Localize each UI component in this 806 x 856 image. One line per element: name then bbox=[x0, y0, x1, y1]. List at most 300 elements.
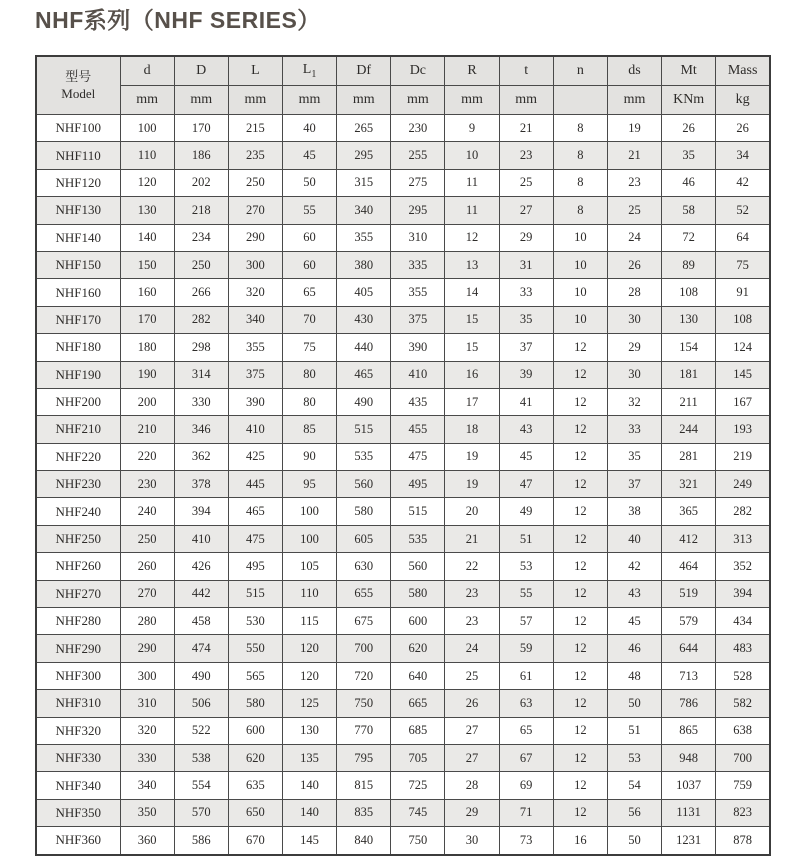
value-cell: 65 bbox=[282, 279, 336, 306]
value-cell: 65 bbox=[499, 717, 553, 744]
value-cell: 878 bbox=[716, 827, 770, 855]
value-cell: 30 bbox=[607, 306, 661, 333]
value-cell: 840 bbox=[337, 827, 391, 855]
value-cell: 45 bbox=[499, 443, 553, 470]
value-cell: 745 bbox=[391, 799, 445, 826]
model-cell: NHF320 bbox=[36, 717, 120, 744]
value-cell: 515 bbox=[337, 416, 391, 443]
model-cell: NHF280 bbox=[36, 608, 120, 635]
value-cell: 23 bbox=[445, 608, 499, 635]
value-cell: 310 bbox=[391, 224, 445, 251]
value-cell: 210 bbox=[120, 416, 174, 443]
table-row bbox=[36, 608, 770, 635]
table-row bbox=[36, 306, 770, 333]
table-row bbox=[36, 115, 770, 142]
col-header-dc: Dc bbox=[391, 56, 445, 86]
value-cell: 12 bbox=[553, 471, 607, 498]
value-cell: 67 bbox=[499, 744, 553, 771]
model-cell: NHF210 bbox=[36, 416, 120, 443]
value-cell: 23 bbox=[607, 169, 661, 196]
table-row bbox=[36, 416, 770, 443]
value-cell: 42 bbox=[607, 553, 661, 580]
table-row bbox=[36, 388, 770, 415]
model-cell: NHF300 bbox=[36, 662, 120, 689]
value-cell: 495 bbox=[228, 553, 282, 580]
value-cell: 17 bbox=[445, 388, 499, 415]
value-cell: 655 bbox=[337, 580, 391, 607]
value-cell: 135 bbox=[282, 744, 336, 771]
value-cell: 405 bbox=[337, 279, 391, 306]
value-cell: 16 bbox=[445, 361, 499, 388]
value-cell: 50 bbox=[282, 169, 336, 196]
value-cell: 475 bbox=[391, 443, 445, 470]
value-cell: 865 bbox=[662, 717, 716, 744]
col-unit-r: mm bbox=[445, 86, 499, 115]
value-cell: 352 bbox=[716, 553, 770, 580]
col-unit-ds: mm bbox=[607, 86, 661, 115]
value-cell: 110 bbox=[282, 580, 336, 607]
value-cell: 1131 bbox=[662, 799, 716, 826]
value-cell: 321 bbox=[662, 471, 716, 498]
value-cell: 71 bbox=[499, 799, 553, 826]
value-cell: 8 bbox=[553, 197, 607, 224]
col-header-mt: Mt bbox=[662, 56, 716, 86]
value-cell: 89 bbox=[662, 251, 716, 278]
value-cell: 26 bbox=[662, 115, 716, 142]
value-cell: 12 bbox=[553, 608, 607, 635]
value-cell: 230 bbox=[391, 115, 445, 142]
value-cell: 27 bbox=[445, 717, 499, 744]
value-cell: 670 bbox=[228, 827, 282, 855]
value-cell: 700 bbox=[716, 744, 770, 771]
value-cell: 80 bbox=[282, 361, 336, 388]
value-cell: 12 bbox=[553, 662, 607, 689]
table-row bbox=[36, 142, 770, 169]
value-cell: 16 bbox=[553, 827, 607, 855]
value-cell: 34 bbox=[716, 142, 770, 169]
col-unit-t: mm bbox=[499, 86, 553, 115]
value-cell: 100 bbox=[120, 115, 174, 142]
value-cell: 310 bbox=[120, 690, 174, 717]
table-row bbox=[36, 361, 770, 388]
value-cell: 750 bbox=[391, 827, 445, 855]
value-cell: 180 bbox=[120, 334, 174, 361]
value-cell: 355 bbox=[391, 279, 445, 306]
value-cell: 26 bbox=[607, 251, 661, 278]
value-cell: 465 bbox=[337, 361, 391, 388]
value-cell: 12 bbox=[553, 498, 607, 525]
value-cell: 240 bbox=[120, 498, 174, 525]
value-cell: 412 bbox=[662, 525, 716, 552]
value-cell: 315 bbox=[337, 169, 391, 196]
value-cell: 515 bbox=[391, 498, 445, 525]
value-cell: 18 bbox=[445, 416, 499, 443]
model-cell: NHF330 bbox=[36, 744, 120, 771]
value-cell: 202 bbox=[174, 169, 228, 196]
col-unit-mt: KNm bbox=[662, 86, 716, 115]
value-cell: 33 bbox=[607, 416, 661, 443]
value-cell: 51 bbox=[499, 525, 553, 552]
table-row bbox=[36, 635, 770, 662]
value-cell: 21 bbox=[607, 142, 661, 169]
value-cell: 26 bbox=[716, 115, 770, 142]
value-cell: 410 bbox=[174, 525, 228, 552]
value-cell: 40 bbox=[607, 525, 661, 552]
value-cell: 200 bbox=[120, 388, 174, 415]
table-row bbox=[36, 279, 770, 306]
value-cell: 19 bbox=[607, 115, 661, 142]
value-cell: 28 bbox=[445, 772, 499, 799]
value-cell: 320 bbox=[228, 279, 282, 306]
value-cell: 170 bbox=[174, 115, 228, 142]
value-cell: 85 bbox=[282, 416, 336, 443]
value-cell: 100 bbox=[282, 498, 336, 525]
value-cell: 49 bbox=[499, 498, 553, 525]
model-cell: NHF180 bbox=[36, 334, 120, 361]
value-cell: 490 bbox=[174, 662, 228, 689]
col-header-mass: Mass bbox=[716, 56, 770, 86]
value-cell: 46 bbox=[662, 169, 716, 196]
value-cell: 249 bbox=[716, 471, 770, 498]
value-cell: 43 bbox=[607, 580, 661, 607]
value-cell: 13 bbox=[445, 251, 499, 278]
col-header-n: n bbox=[553, 56, 607, 86]
value-cell: 282 bbox=[174, 306, 228, 333]
value-cell: 355 bbox=[337, 224, 391, 251]
table-row bbox=[36, 662, 770, 689]
value-cell: 650 bbox=[228, 799, 282, 826]
value-cell: 582 bbox=[716, 690, 770, 717]
value-cell: 37 bbox=[499, 334, 553, 361]
value-cell: 22 bbox=[445, 553, 499, 580]
value-cell: 140 bbox=[120, 224, 174, 251]
table-row bbox=[36, 553, 770, 580]
value-cell: 52 bbox=[716, 197, 770, 224]
table-row bbox=[36, 498, 770, 525]
value-cell: 665 bbox=[391, 690, 445, 717]
value-cell: 435 bbox=[391, 388, 445, 415]
value-cell: 12 bbox=[553, 388, 607, 415]
model-cell: NHF250 bbox=[36, 525, 120, 552]
value-cell: 12 bbox=[553, 443, 607, 470]
value-cell: 535 bbox=[337, 443, 391, 470]
model-cell: NHF260 bbox=[36, 553, 120, 580]
value-cell: 35 bbox=[662, 142, 716, 169]
value-cell: 160 bbox=[120, 279, 174, 306]
value-cell: 45 bbox=[607, 608, 661, 635]
value-cell: 250 bbox=[228, 169, 282, 196]
value-cell: 580 bbox=[337, 498, 391, 525]
page-title: NHF系列（NHF SERIES） bbox=[35, 7, 321, 33]
value-cell: 375 bbox=[391, 306, 445, 333]
value-cell: 290 bbox=[120, 635, 174, 662]
model-cell: NHF160 bbox=[36, 279, 120, 306]
value-cell: 50 bbox=[607, 827, 661, 855]
value-cell: 41 bbox=[499, 388, 553, 415]
value-cell: 58 bbox=[662, 197, 716, 224]
value-cell: 570 bbox=[174, 799, 228, 826]
table-row bbox=[36, 690, 770, 717]
value-cell: 27 bbox=[445, 744, 499, 771]
value-cell: 426 bbox=[174, 553, 228, 580]
value-cell: 725 bbox=[391, 772, 445, 799]
value-cell: 35 bbox=[607, 443, 661, 470]
value-cell: 60 bbox=[282, 251, 336, 278]
value-cell: 823 bbox=[716, 799, 770, 826]
col-unit-l1: mm bbox=[282, 86, 336, 115]
value-cell: 313 bbox=[716, 525, 770, 552]
col-header-model bbox=[36, 56, 120, 115]
model-cell: NHF270 bbox=[36, 580, 120, 607]
value-cell: 40 bbox=[282, 115, 336, 142]
value-cell: 340 bbox=[337, 197, 391, 224]
col-header-t: t bbox=[499, 56, 553, 86]
value-cell: 465 bbox=[228, 498, 282, 525]
value-cell: 43 bbox=[499, 416, 553, 443]
model-cell: NHF230 bbox=[36, 471, 120, 498]
value-cell: 12 bbox=[553, 416, 607, 443]
col-header-model-zh: 型号 bbox=[65, 69, 92, 85]
value-cell: 23 bbox=[445, 580, 499, 607]
value-cell: 45 bbox=[282, 142, 336, 169]
col-header-ds: ds bbox=[607, 56, 661, 86]
value-cell: 10 bbox=[553, 251, 607, 278]
value-cell: 120 bbox=[282, 635, 336, 662]
model-cell: NHF350 bbox=[36, 799, 120, 826]
value-cell: 9 bbox=[445, 115, 499, 142]
value-cell: 218 bbox=[174, 197, 228, 224]
value-cell: 620 bbox=[391, 635, 445, 662]
value-cell: 579 bbox=[662, 608, 716, 635]
value-cell: 25 bbox=[445, 662, 499, 689]
value-cell: 538 bbox=[174, 744, 228, 771]
col-header-d: d bbox=[120, 56, 174, 86]
value-cell: 64 bbox=[716, 224, 770, 251]
value-cell: 12 bbox=[553, 635, 607, 662]
value-cell: 108 bbox=[716, 306, 770, 333]
value-cell: 10 bbox=[445, 142, 499, 169]
value-cell: 394 bbox=[174, 498, 228, 525]
value-cell: 39 bbox=[499, 361, 553, 388]
value-cell: 130 bbox=[120, 197, 174, 224]
value-cell: 365 bbox=[662, 498, 716, 525]
value-cell: 54 bbox=[607, 772, 661, 799]
value-cell: 12 bbox=[553, 717, 607, 744]
value-cell: 295 bbox=[391, 197, 445, 224]
value-cell: 445 bbox=[228, 471, 282, 498]
value-cell: 28 bbox=[607, 279, 661, 306]
table-row bbox=[36, 827, 770, 855]
value-cell: 60 bbox=[282, 224, 336, 251]
value-cell: 750 bbox=[337, 690, 391, 717]
value-cell: 620 bbox=[228, 744, 282, 771]
value-cell: 522 bbox=[174, 717, 228, 744]
value-cell: 12 bbox=[553, 553, 607, 580]
value-cell: 12 bbox=[553, 580, 607, 607]
value-cell: 140 bbox=[282, 799, 336, 826]
value-cell: 193 bbox=[716, 416, 770, 443]
value-cell: 30 bbox=[607, 361, 661, 388]
header-label-row bbox=[36, 56, 770, 86]
value-cell: 108 bbox=[662, 279, 716, 306]
value-cell: 8 bbox=[553, 169, 607, 196]
value-cell: 12 bbox=[553, 799, 607, 826]
value-cell: 346 bbox=[174, 416, 228, 443]
value-cell: 535 bbox=[391, 525, 445, 552]
value-cell: 15 bbox=[445, 334, 499, 361]
value-cell: 280 bbox=[120, 608, 174, 635]
value-cell: 330 bbox=[120, 744, 174, 771]
value-cell: 474 bbox=[174, 635, 228, 662]
table-row bbox=[36, 334, 770, 361]
value-cell: 186 bbox=[174, 142, 228, 169]
col-unit-l: mm bbox=[228, 86, 282, 115]
value-cell: 31 bbox=[499, 251, 553, 278]
value-cell: 378 bbox=[174, 471, 228, 498]
value-cell: 19 bbox=[445, 443, 499, 470]
value-cell: 295 bbox=[337, 142, 391, 169]
table-row bbox=[36, 443, 770, 470]
value-cell: 455 bbox=[391, 416, 445, 443]
value-cell: 37 bbox=[607, 471, 661, 498]
value-cell: 815 bbox=[337, 772, 391, 799]
value-cell: 154 bbox=[662, 334, 716, 361]
header-unit-row bbox=[36, 86, 770, 115]
table-row bbox=[36, 471, 770, 498]
value-cell: 948 bbox=[662, 744, 716, 771]
value-cell: 12 bbox=[553, 334, 607, 361]
table-row bbox=[36, 580, 770, 607]
value-cell: 314 bbox=[174, 361, 228, 388]
value-cell: 105 bbox=[282, 553, 336, 580]
value-cell: 635 bbox=[228, 772, 282, 799]
value-cell: 8 bbox=[553, 115, 607, 142]
value-cell: 394 bbox=[716, 580, 770, 607]
model-cell: NHF290 bbox=[36, 635, 120, 662]
value-cell: 211 bbox=[662, 388, 716, 415]
value-cell: 26 bbox=[445, 690, 499, 717]
value-cell: 75 bbox=[282, 334, 336, 361]
value-cell: 495 bbox=[391, 471, 445, 498]
value-cell: 235 bbox=[228, 142, 282, 169]
value-cell: 51 bbox=[607, 717, 661, 744]
value-cell: 440 bbox=[337, 334, 391, 361]
model-cell: NHF310 bbox=[36, 690, 120, 717]
value-cell: 57 bbox=[499, 608, 553, 635]
model-cell: NHF200 bbox=[36, 388, 120, 415]
value-cell: 519 bbox=[662, 580, 716, 607]
value-cell: 25 bbox=[499, 169, 553, 196]
value-cell: 530 bbox=[228, 608, 282, 635]
value-cell: 560 bbox=[391, 553, 445, 580]
col-unit-dc: mm bbox=[391, 86, 445, 115]
value-cell: 600 bbox=[228, 717, 282, 744]
value-cell: 282 bbox=[716, 498, 770, 525]
value-cell: 255 bbox=[391, 142, 445, 169]
value-cell: 12 bbox=[553, 772, 607, 799]
value-cell: 390 bbox=[228, 388, 282, 415]
value-cell: 20 bbox=[445, 498, 499, 525]
value-cell: 145 bbox=[282, 827, 336, 855]
value-cell: 580 bbox=[228, 690, 282, 717]
value-cell: 42 bbox=[716, 169, 770, 196]
value-cell: 21 bbox=[445, 525, 499, 552]
value-cell: 33 bbox=[499, 279, 553, 306]
value-cell: 12 bbox=[445, 224, 499, 251]
value-cell: 244 bbox=[662, 416, 716, 443]
table-body bbox=[36, 115, 770, 855]
value-cell: 21 bbox=[499, 115, 553, 142]
value-cell: 266 bbox=[174, 279, 228, 306]
value-cell: 10 bbox=[553, 306, 607, 333]
table-row bbox=[36, 744, 770, 771]
value-cell: 55 bbox=[499, 580, 553, 607]
value-cell: 265 bbox=[337, 115, 391, 142]
value-cell: 580 bbox=[391, 580, 445, 607]
value-cell: 275 bbox=[391, 169, 445, 196]
value-cell: 458 bbox=[174, 608, 228, 635]
model-cell: NHF240 bbox=[36, 498, 120, 525]
value-cell: 167 bbox=[716, 388, 770, 415]
model-cell: NHF120 bbox=[36, 169, 120, 196]
value-cell: 644 bbox=[662, 635, 716, 662]
value-cell: 320 bbox=[120, 717, 174, 744]
col-unit-n bbox=[553, 86, 607, 115]
value-cell: 270 bbox=[120, 580, 174, 607]
value-cell: 300 bbox=[228, 251, 282, 278]
value-cell: 145 bbox=[716, 361, 770, 388]
value-cell: 713 bbox=[662, 662, 716, 689]
value-cell: 12 bbox=[553, 690, 607, 717]
value-cell: 95 bbox=[282, 471, 336, 498]
value-cell: 600 bbox=[391, 608, 445, 635]
value-cell: 110 bbox=[120, 142, 174, 169]
value-cell: 63 bbox=[499, 690, 553, 717]
value-cell: 27 bbox=[499, 197, 553, 224]
value-cell: 230 bbox=[120, 471, 174, 498]
value-cell: 80 bbox=[282, 388, 336, 415]
value-cell: 170 bbox=[120, 306, 174, 333]
col-header-r: R bbox=[445, 56, 499, 86]
value-cell: 72 bbox=[662, 224, 716, 251]
value-cell: 219 bbox=[716, 443, 770, 470]
value-cell: 375 bbox=[228, 361, 282, 388]
table-row bbox=[36, 772, 770, 799]
table-row bbox=[36, 169, 770, 196]
value-cell: 565 bbox=[228, 662, 282, 689]
value-cell: 75 bbox=[716, 251, 770, 278]
value-cell: 120 bbox=[120, 169, 174, 196]
value-cell: 1037 bbox=[662, 772, 716, 799]
value-cell: 73 bbox=[499, 827, 553, 855]
value-cell: 410 bbox=[391, 361, 445, 388]
value-cell: 12 bbox=[553, 361, 607, 388]
value-cell: 330 bbox=[174, 388, 228, 415]
value-cell: 11 bbox=[445, 197, 499, 224]
value-cell: 14 bbox=[445, 279, 499, 306]
value-cell: 300 bbox=[120, 662, 174, 689]
model-cell: NHF190 bbox=[36, 361, 120, 388]
value-cell: 234 bbox=[174, 224, 228, 251]
value-cell: 260 bbox=[120, 553, 174, 580]
value-cell: 25 bbox=[607, 197, 661, 224]
value-cell: 24 bbox=[607, 224, 661, 251]
value-cell: 61 bbox=[499, 662, 553, 689]
value-cell: 10 bbox=[553, 279, 607, 306]
value-cell: 630 bbox=[337, 553, 391, 580]
value-cell: 38 bbox=[607, 498, 661, 525]
value-cell: 29 bbox=[499, 224, 553, 251]
